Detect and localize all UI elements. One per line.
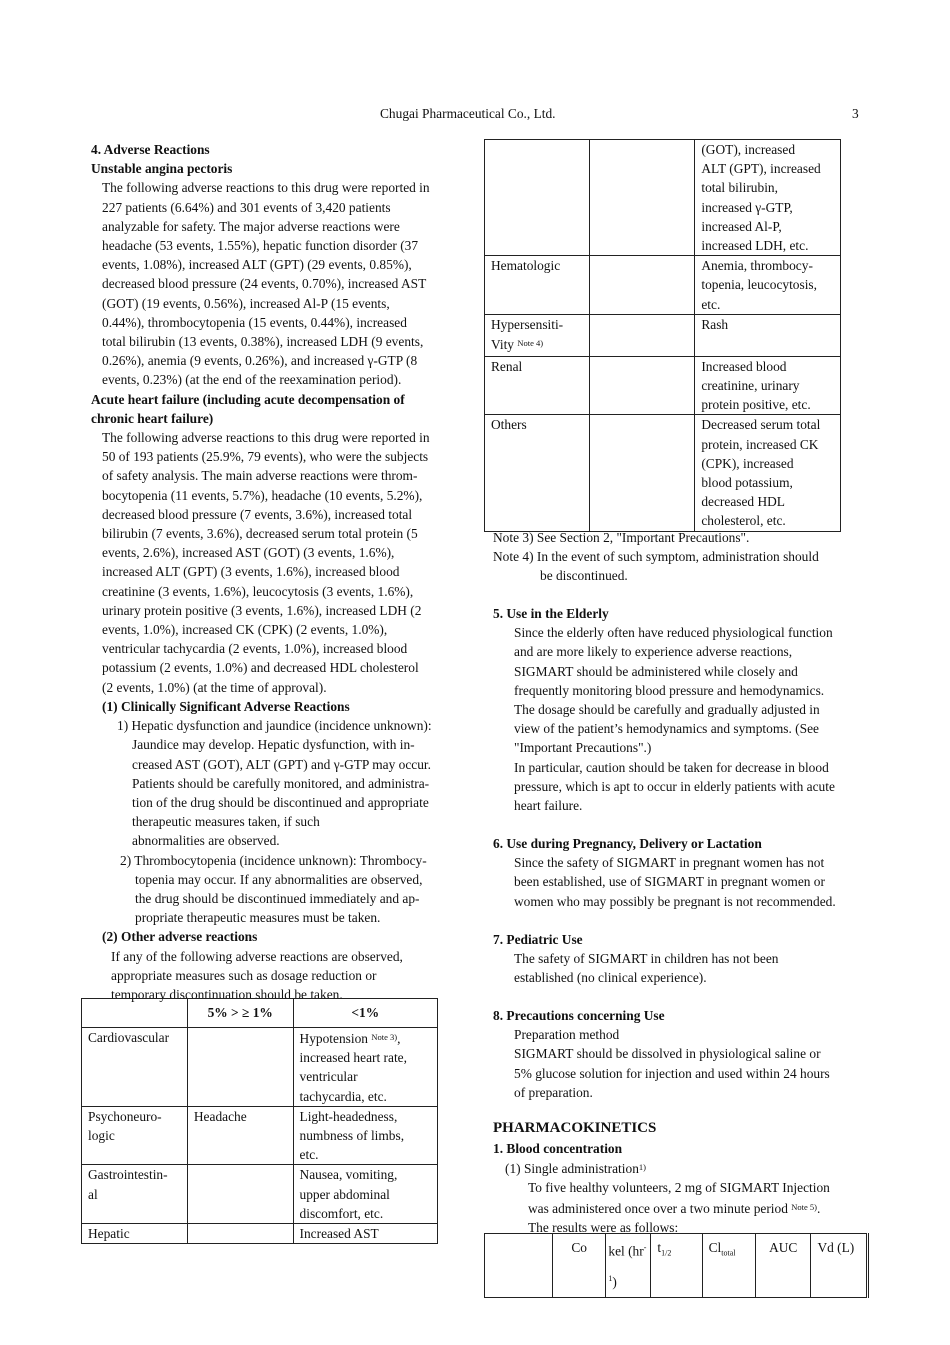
note-4-continued: be discontinued.	[540, 568, 628, 584]
text-line: creatinine (3 events, 1.6%), leucocytosis (3 events, 1.6%),	[102, 583, 414, 599]
pharmacokinetics	[493, 1118, 873, 1237]
category-cell-text: Others	[491, 417, 527, 433]
text-line: 50 of 193 patients (25.9%, 79 events), who were the subjects	[102, 449, 429, 465]
text-line: pressure, which is apt to occur in elderly patients with acute	[514, 778, 835, 794]
frequent-cell	[589, 356, 694, 415]
blood-concentration-title: 1. Blood concentration	[493, 1141, 623, 1156]
adverse-reactions-table-part2	[484, 139, 841, 532]
frequent-cell	[589, 256, 694, 315]
text-line: 0.26%), anemia (9 events, 0.26%), and increased γ-GTP (8	[102, 353, 418, 369]
infrequent-cell	[695, 314, 841, 356]
text-line: view of the patient’s hemodynamics and symptoms. (See	[514, 721, 819, 737]
text-line: The safety of SIGMART in children has not been	[514, 951, 779, 967]
table-header-row	[82, 999, 438, 1028]
pk-header-thalf	[651, 1234, 702, 1298]
adverse-reactions-table-part1	[81, 998, 438, 1244]
section-pediatric-title: 7. Pediatric Use	[493, 932, 583, 947]
text-line: events, 1.08%), increased ALT (GPT) (29 events, 0.85%),	[102, 257, 412, 273]
pk-t-label: t	[657, 1240, 662, 1255]
infrequent-cell	[293, 1224, 437, 1244]
text-line: (2 events, 1.0%) (at the time of approval).	[102, 679, 327, 695]
pk-line-2-end: .	[817, 1200, 821, 1216]
text-line: heart failure.	[514, 798, 583, 814]
pk-kel-sup: -1	[608, 1243, 647, 1284]
table-header-cell: 5% > ≥ 1%	[187, 999, 293, 1028]
table-row	[485, 256, 841, 315]
table-row	[485, 314, 841, 356]
infrequent-cell	[293, 1165, 437, 1224]
text-line: creased AST (GOT), ALT (GPT) and γ-GTP may occur.	[132, 756, 431, 772]
pk-line-2-text: was administered once over a two minute period	[528, 1200, 788, 1216]
table-row	[82, 1106, 438, 1165]
text-line: 5% glucose solution for injection and used within 24 hours	[514, 1065, 830, 1081]
text-line: of preparation.	[514, 1084, 593, 1100]
pk-header-row	[485, 1234, 868, 1298]
pk-cl-sub: total	[721, 1248, 736, 1258]
pk-kel-end: )	[612, 1274, 617, 1290]
text-line: temporary discontinuation should be taken.	[111, 986, 343, 1002]
text-line: ventricular tachycardia (2 events, 1.0%), increased blood	[102, 641, 408, 657]
pk-kel-label: kel (hr	[608, 1243, 644, 1259]
section-pediatric-body	[493, 949, 873, 987]
category-cell	[82, 1224, 188, 1244]
section-pregnancy	[493, 834, 873, 911]
infrequent-cell-text: Hypotension	[299, 1031, 368, 1046]
table-header-cell: <1%	[293, 999, 437, 1028]
section-precautions-body	[493, 1025, 873, 1102]
text-line: Patients should be carefully monitored, and administra-	[132, 775, 430, 791]
note-marker: Note 4)	[517, 338, 544, 349]
text-line: decreased blood pressure (24 events, 0.70%), increased AST	[102, 276, 427, 292]
angina-paragraph	[91, 178, 471, 389]
text-line: and are more likely to experience adverse reactions,	[514, 644, 793, 660]
other-reactions-paragraph	[91, 947, 471, 1005]
infrequent-cell-text: Light-headedness, numbness of limbs, etc.	[299, 1108, 405, 1163]
text-line: tion of the drug should be discontinued and appropriate	[132, 794, 429, 810]
single-administration-label: (1) Single administration	[505, 1161, 639, 1177]
note-4: Note 4) In the event of such symptom, administration should	[493, 549, 819, 565]
text-line: of safety analysis. The main adverse reactions were throm-	[102, 468, 418, 484]
text-line: SIGMART should be dissolved in physiological saline or	[514, 1046, 821, 1062]
text-line: Since the safety of SIGMART in pregnant women has not	[514, 855, 825, 871]
pk-line-3: The results were as follows:	[528, 1219, 679, 1235]
heart-failure-title-2: chronic heart failure)	[91, 410, 214, 426]
text-line: In particular, caution should be taken for decrease in blood	[514, 759, 829, 775]
section-pregnancy-title: 6. Use during Pregnancy, Delivery or Lactation	[493, 836, 762, 851]
text-line: 227 patients (6.64%) and 301 events of 3,420 patients	[102, 199, 391, 215]
infrequent-cell-text: (GOT), increased ALT (GPT), increased total bilirubin, increased γ-GTP, increased Al-P, increased LDH, etc.	[701, 142, 821, 254]
text-line: propriate therapeutic measures must be taken.	[135, 910, 381, 926]
text-line: Since the elderly often have reduced physiological function	[514, 625, 833, 641]
infrequent-cell-text: Increased AST	[299, 1226, 379, 1242]
frequent-cell-text: Headache	[193, 1108, 247, 1124]
pk-header-co: Co	[553, 1234, 606, 1298]
text-line: therapeutic measures taken, if such	[132, 814, 320, 830]
header-company: Chugai Pharmaceutical Co., Ltd.	[380, 106, 556, 121]
infrequent-cell-text-cont: , increased heart rate, ventricular tachycardia, etc.	[299, 1031, 407, 1104]
table-row	[485, 356, 841, 415]
infrequent-cell	[695, 356, 841, 415]
thrombocytopenia-item	[91, 851, 471, 928]
section-pregnancy-body	[493, 853, 873, 911]
text-line: If any of the following adverse reactions are observed,	[111, 948, 403, 964]
text-line: topenia may occur. If any abnormalities are observed,	[135, 871, 423, 887]
text-line: The following adverse reactions to this drug were reported in	[102, 180, 430, 196]
category-cell	[485, 356, 590, 415]
category-cell	[82, 1165, 188, 1224]
text-line: events, 0.23%) (at the end of the reexamination period).	[102, 372, 402, 388]
infrequent-cell	[695, 140, 841, 256]
text-line: increased ALT (GPT) (3 events, 1.6%), increased blood	[102, 564, 400, 580]
pk-header-kel	[606, 1234, 651, 1298]
other-reactions-title: (2) Other adverse reactions	[102, 929, 258, 945]
category-cell	[485, 314, 590, 356]
text-line: Preparation method	[514, 1027, 620, 1043]
table-row	[485, 415, 841, 531]
text-line: headache (53 events, 1.55%), hepatic function disorder (37	[102, 238, 419, 254]
text-line: analyzable for safety. The major adverse reactions were	[102, 218, 400, 234]
page-number: 3	[852, 106, 859, 121]
infrequent-cell-text: Rash	[701, 316, 729, 332]
text-line: The following adverse reactions to this drug were reported in	[102, 430, 430, 446]
section-precautions-title: 8. Precautions concerning Use	[493, 1008, 665, 1023]
frequent-cell	[187, 1165, 293, 1224]
infrequent-cell	[293, 1028, 437, 1107]
text-line: events, 1.0%), increased CK (CPK) (2 events, 1.0%),	[102, 622, 388, 638]
frequent-cell	[589, 314, 694, 356]
category-cell-text: Cardiovascular	[88, 1030, 170, 1045]
pk-header-cl	[702, 1234, 755, 1298]
category-cell-text: Hepatic	[88, 1226, 130, 1242]
text-line: SIGMART should be administered while closely and	[514, 663, 798, 679]
category-cell	[485, 415, 590, 531]
text-line: been established, use of SIGMART in pregnant women or	[514, 874, 825, 890]
frequent-cell	[187, 1028, 293, 1107]
category-cell-text: Renal	[491, 358, 523, 374]
table-row	[82, 1224, 438, 1244]
text-line: abnormalities are observed.	[132, 833, 280, 849]
text-line: 2) Thrombocytopenia (incidence unknown): Thrombocy-	[120, 852, 427, 868]
text-line: potassium (2 events, 1.0%) and decreased HDL cholesterol	[102, 660, 419, 676]
category-cell	[485, 140, 590, 256]
category-cell	[82, 1028, 188, 1107]
infrequent-cell	[695, 415, 841, 531]
note-5-marker: Note 5)	[791, 1201, 818, 1212]
text-line: decreased blood pressure (7 events, 3.6%), increased total	[102, 506, 413, 522]
pk-header-vd: Vd (L)	[811, 1234, 868, 1298]
infrequent-cell-text: Anemia, thrombocy- topenia, leucocytosis, etc.	[701, 258, 817, 312]
frequent-cell	[187, 1224, 293, 1244]
category-cell	[485, 256, 590, 315]
pk-header-blank	[485, 1234, 553, 1298]
reference-marker: 1)	[638, 1162, 646, 1173]
single-administration-title	[493, 1158, 873, 1178]
text-line: frequently monitoring blood pressure and hemodynamics.	[514, 682, 825, 698]
text-line: (GOT) (19 events, 0.56%), increased Al-P (15 events,	[102, 295, 390, 311]
section-precautions	[493, 1006, 873, 1102]
text-line: established (no clinical experience).	[514, 970, 707, 986]
infrequent-cell-text: Nausea, vomiting, upper abdominal discomfort, etc.	[299, 1167, 398, 1221]
category-cell-text: Hematologic	[491, 258, 561, 274]
infrequent-cell	[293, 1106, 437, 1165]
table-header-cell	[82, 999, 188, 1028]
text-line: 1) Hepatic dysfunction and jaundice (incidence unknown):	[117, 718, 432, 734]
note-marker: Note 3)	[371, 1032, 398, 1042]
angina-title: Unstable angina pectoris	[91, 161, 233, 177]
text-line: appropriate measures such as dosage reduction or	[111, 967, 377, 983]
frequent-cell	[589, 415, 694, 531]
table-row	[82, 1028, 438, 1107]
text-line: urinary protein positive (3 events, 1.6%), increased LDH (2	[102, 602, 422, 618]
infrequent-cell-text: Increased blood creatinine, urinary protein positive, etc.	[701, 358, 811, 413]
text-line: the drug should be discontinued immediately and ap-	[135, 890, 420, 906]
text-line: The dosage should be carefully and gradually adjusted in	[514, 702, 820, 718]
table-row	[82, 1165, 438, 1224]
text-line: events, 2.6%), increased AST (GOT) (3 events, 1.6%),	[102, 545, 395, 561]
section-elderly-body	[493, 623, 873, 815]
pk-line-1: To five healthy volunteers, 2 mg of SIGMART Injection	[528, 1180, 830, 1196]
pk-line-2	[493, 1198, 873, 1218]
category-cell-text: Gastrointestin- al	[88, 1167, 168, 1202]
table-row	[485, 140, 841, 256]
section-adverse-reactions-title: 4. Adverse Reactions	[91, 142, 210, 157]
pk-header-auc: AUC	[755, 1234, 810, 1298]
section-pediatric	[493, 930, 873, 988]
text-line: "Important Precautions".)	[514, 740, 652, 756]
text-line: total bilirubin (13 events, 0.38%), increased LDH (9 events,	[102, 334, 424, 350]
text-line: 0.44%), thrombocytopenia (15 events, 0.44%), increased	[102, 314, 407, 330]
category-cell-text: Hypersensiti- Vity	[491, 316, 564, 353]
section-elderly-title: 5. Use in the Elderly	[493, 606, 609, 621]
infrequent-cell	[695, 256, 841, 315]
frequent-cell	[187, 1106, 293, 1165]
left-column	[91, 140, 471, 1004]
category-cell-text: Psychoneuro- logic	[88, 1108, 162, 1144]
pk-cl-label: Cl	[708, 1240, 722, 1255]
table-notes	[493, 528, 873, 586]
infrequent-cell-text: Decreased serum total protein, increased CK (CPK), increased blood potassium, decreased HDL cholesterol, etc.	[701, 417, 821, 529]
frequent-cell	[589, 140, 694, 256]
category-cell	[82, 1106, 188, 1165]
text-line: Jaundice may develop. Hepatic dysfunction, with in-	[132, 737, 415, 753]
text-line: bilirubin (7 events, 3.6%), decreased serum total protein (5	[102, 526, 418, 542]
significant-reactions-title: (1) Clinically Significant Adverse Reactions	[102, 698, 350, 714]
hepatic-dysfunction-item	[91, 716, 471, 850]
note-3: Note 3) See Section 2, "Important Precautions".	[493, 530, 750, 545]
text-line: women who may possibly be pregnant is not recommended.	[514, 893, 836, 909]
section-elderly	[493, 604, 873, 815]
text-line: bocytopenia (11 events, 5.7%), headache (10 events, 5.2%),	[102, 487, 423, 503]
heart-failure-title-1: Acute heart failure (including acute decompensation of	[91, 391, 405, 407]
heart-failure-paragraph	[91, 428, 471, 697]
pk-results-table	[484, 1233, 869, 1298]
pk-t-sub: 1/2	[661, 1248, 672, 1258]
pharmacokinetics-title: PHARMACOKINETICS	[493, 1120, 657, 1136]
